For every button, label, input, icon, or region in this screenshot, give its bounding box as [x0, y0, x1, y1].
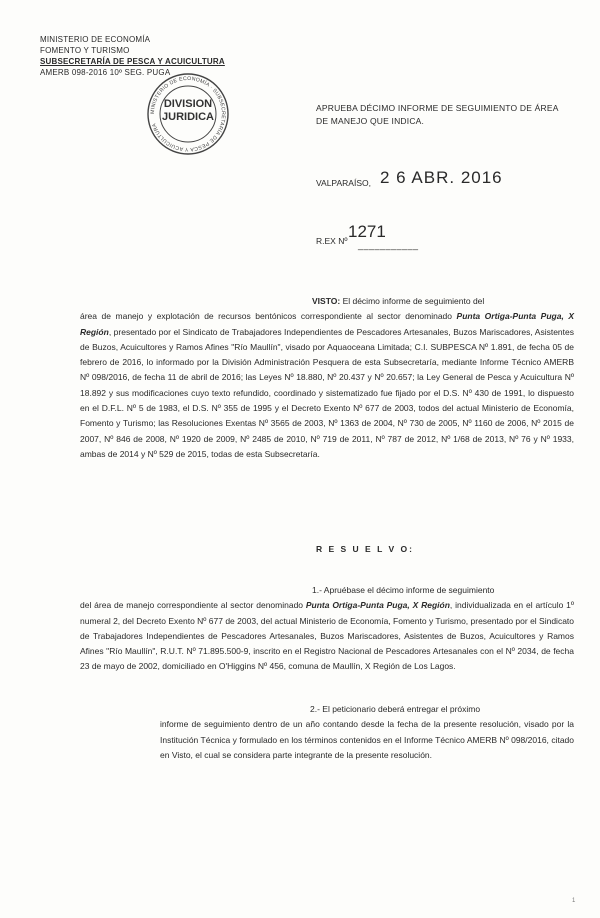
ministry-line-1: MINISTERIO DE ECONOMÍA: [40, 35, 151, 44]
page-mark: 1: [572, 898, 576, 904]
visto-label: VISTO:: [312, 296, 341, 306]
stamp-label: [146, 98, 230, 124]
point-1-lead: 1.- Apruébase el décimo informe de seguimiento: [312, 585, 495, 595]
point-2-text: informe de seguimiento dentro de un año contando desde la fecha de la presente resolución, visado por la Institución Técnica y formulado en los términos contenidos en el Informe Técnico AMERB Nº 098/2016, citado en Visto, el cual se considera parte integrante de la presente resolución.: [160, 719, 574, 760]
point-1-sector: Punta Ortiga-Punta Puga, X Región: [305, 600, 450, 611]
ministry-line-2: FOMENTO Y TURISMO: [40, 46, 130, 55]
resuelvo-heading: R E S U E L V O:: [316, 544, 414, 554]
visto-first-line: [312, 294, 574, 309]
resolution-number: 1271: [348, 222, 386, 241]
resolution-underline: ___________: [358, 240, 419, 250]
visto-lead: El décimo informe de seguimiento del: [342, 296, 485, 306]
document-subject: APRUEBA DÉCIMO INFORME DE SEGUIMIENTO DE ÁREA DE MANEJO QUE INDICA.: [316, 103, 559, 126]
point-2-paragraph: [160, 702, 574, 763]
reference-line: AMERB 098-2016 10º SEG. PUGA: [40, 68, 171, 77]
point-1-paragraph: [80, 583, 574, 675]
resolution-label: R.EX Nº: [316, 236, 348, 246]
visto-sector: Punta Ortiga-Punta Puga, X Región: [80, 311, 574, 337]
stamp-line-1: DIVISION: [163, 98, 213, 110]
stamp-ring-text: MINISTERIO DE ECONOMÍA · SUBSECRETARÍA DE PESCA Y ACUICULTURA: [149, 75, 227, 153]
visto-text-2: , presentado por el Sindicato de Trabajadores Independientes de Pescadores Artesanales, Buzos Mariscadores, Asistentes de Buzos, Acuicultores y Ramos Afines "Río Maullín", visado por Aquaoceana Limitada; C.I. SUBPESCA Nº 1.891, de fecha 05 de febrero de 2016, lo informado por la División Administración Pesquera de esta Subsecretaría, mediante Informe Técnico AMERB Nº 098/2016, de fecha 11 de abril de 2016; las Leyes Nº 18.880, Nº 20.437 y Nº 20.657; la Ley General de Pesca y Acuicultura Nº 18.892 y sus modificaciones cuyo texto refundido, coordinado y sistematizado fue fijado por el D.S. Nº 430 de 1991, lo dispuesto en el D.F.L. Nº 5 de 1983, el D.S. Nº 355 de 1995 y el Decreto Exento Nº 677 de 2003, todos del actual Ministerio de Economía, Fomento y Turismo; las Resoluciones Exentas Nº 3565 de 2003, Nº 1363 de 2004, Nº 730 de 2005, Nº 1160 de 2006, Nº 2015 de 2007, Nº 846 de 2008, Nº 1920 de 2009, Nº 2485 de 2010, Nº 719 de 2011, Nº 787 de 2012, Nº 1/68 de 2013, Nº 76 y Nº 1933, ambas de 2014 y Nº 529 de 2015, todas de esta Subsecretaría.: [80, 326, 574, 459]
official-stamp: [146, 72, 230, 156]
point-1-text-1: del área de manejo correspondiente al sector denominado: [80, 600, 304, 611]
stamp-line-2: JURIDICA: [162, 111, 214, 123]
visto-text-1: área de manejo y explotación de recursos bentónicos correspondiente al sector denominado: [80, 311, 452, 322]
city-label: VALPARAÍSO,: [316, 178, 371, 188]
subsecretaria-line: SUBSECRETARÍA DE PESCA Y ACUICULTURA: [40, 57, 225, 66]
point-2-lead: 2.- El peticionario deberá entregar el próximo: [310, 704, 481, 714]
point-1-text-2: , individualizada en el artículo 1º numeral 2, del Decreto Exento Nº 677 de 2003, del actual Ministerio de Economía, Fomento y Turismo, presentado por el Sindicato de Trabajadores Independientes de Pescadores Artesanales, Buzos Mariscadores, Asistentes de Buzos, Acuicultores y Ramos Afines "Río Maullín", R.U.T. Nº 71.895.500-9, inscrito en el Registro Nacional de Pescadores Artesanales con el Nº 2034, de fecha 23 de mayo de 2002, domiciliado en O'Higgins Nº 456, comuna de Maullín, X Región de Los Lagos.: [80, 600, 575, 672]
visto-paragraph: [80, 294, 574, 462]
date-stamp: 2 6 ABR. 2016: [380, 168, 503, 187]
